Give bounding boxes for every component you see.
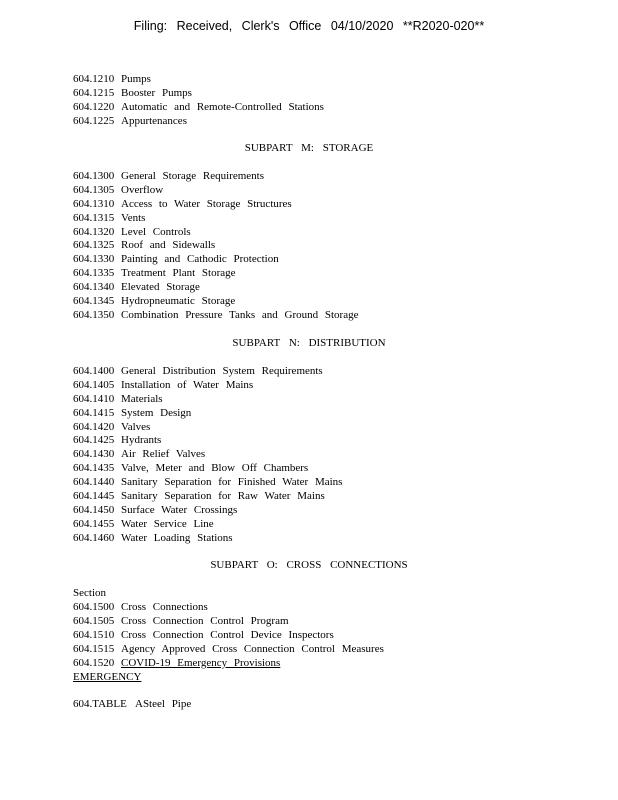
filing-header: Filing: Received, Clerk's Office 04/10/2020 **R2020-020**: [133, 19, 485, 33]
section-row: [73, 267, 358, 281]
section-title: Overflow: [121, 183, 164, 196]
section-title: General Distribution System Requirements: [121, 365, 323, 377]
subpart-o-heading: SUBPART O: CROSS CONNECTIONS: [210, 559, 408, 571]
section-title: Pumps: [121, 73, 151, 85]
section-row: [73, 184, 358, 198]
section-row: [73, 629, 384, 643]
section-list-pumps: [73, 73, 324, 129]
section-row: [73, 462, 342, 476]
section-number: 604.1220: [73, 100, 115, 113]
section-number: 604.1450: [73, 503, 115, 516]
section-title: Cross Connections: [121, 601, 208, 613]
section-row: [73, 309, 358, 323]
section-title: Sanitary Separation for Finished Water Mains: [121, 476, 343, 489]
section-number: 604.1430: [73, 448, 115, 461]
section-row: [73, 253, 358, 267]
section-number: 604.1320: [73, 225, 115, 238]
section-row: [73, 643, 384, 657]
section-title: Vents: [121, 211, 146, 224]
section-title: Air Relief Valves: [121, 448, 206, 461]
section-row: [73, 518, 342, 532]
section-title: Agency Approved Cross Connection Control Measures: [121, 642, 384, 655]
section-list-storage: [73, 170, 358, 323]
section-number: 604.1400: [73, 365, 115, 377]
section-row: [73, 434, 342, 448]
section-number: 604.TABLE: [73, 698, 127, 710]
section-number: 604.1215: [73, 86, 115, 99]
section-row: [73, 281, 358, 295]
section-number: 604.1330: [73, 253, 115, 266]
section-number: 604.1520: [73, 656, 115, 669]
section-row: [73, 448, 342, 462]
section-title: Valve, Meter and Blow Off Chambers: [121, 462, 309, 475]
section-row: [73, 87, 324, 101]
section-number: 604.1500: [73, 601, 115, 613]
section-row: [73, 226, 358, 240]
section-number: 604.1425: [73, 434, 115, 447]
emergency-label: EMERGENCY: [73, 671, 142, 683]
section-number: 604.1315: [73, 211, 115, 224]
section-row: [73, 421, 342, 435]
section-number: 604.1305: [73, 183, 115, 196]
section-title: COVID-19 Emergency Provisions: [121, 656, 281, 669]
section-row: [73, 212, 358, 226]
section-number: 604.1445: [73, 490, 115, 503]
section-row: [73, 198, 358, 212]
section-number: 604.1340: [73, 281, 115, 294]
section-title: Valves: [121, 420, 151, 433]
section-number: 604.1310: [73, 197, 115, 210]
section-list-cross-connections: [73, 601, 384, 657]
subpart-m-heading: SUBPART M: STORAGE: [244, 142, 374, 154]
section-number: 604.1420: [73, 420, 115, 433]
section-row: [73, 476, 342, 490]
section-row: [73, 115, 324, 129]
section-list-distribution: [73, 365, 342, 546]
section-label: Section: [73, 587, 106, 599]
section-row: [73, 101, 324, 115]
section-title: Water Loading Stations: [121, 531, 233, 544]
section-title: Roof and Sidewalls: [121, 239, 216, 252]
section-row: [73, 407, 342, 421]
section-number: 604.1325: [73, 239, 115, 252]
section-title: System Design: [121, 406, 192, 419]
section-number: 604.1460: [73, 531, 115, 544]
section-title: Cross Connection Control Device Inspectors: [121, 628, 334, 641]
section-number: 604.1505: [73, 614, 115, 627]
section-number: 604.1210: [73, 73, 115, 85]
section-title: Installation of Water Mains: [121, 378, 254, 391]
section-title: Automatic and Remote-Controlled Stations: [121, 100, 324, 113]
section-title: Materials: [121, 392, 163, 405]
section-title: Elevated Storage: [121, 281, 200, 294]
section-title: Level Controls: [121, 225, 191, 238]
section-number: 604.1405: [73, 378, 115, 391]
section-row: [73, 615, 384, 629]
section-row: [73, 239, 358, 253]
section-number: 604.1300: [73, 170, 115, 182]
section-title: Cross Connection Control Program: [121, 614, 289, 627]
section-title: Appurtenances: [121, 114, 187, 127]
section-row: [73, 490, 342, 504]
section-row: [73, 601, 384, 615]
subpart-n-heading: SUBPART N: DISTRIBUTION: [232, 337, 386, 349]
section-title: Access to Water Storage Structures: [121, 197, 292, 210]
section-row: [73, 379, 342, 393]
section-title: Surface Water Crossings: [121, 503, 238, 516]
section-row: [73, 532, 342, 546]
section-number: 604.1410: [73, 392, 115, 405]
section-number: 604.1335: [73, 267, 115, 280]
section-title: Painting and Cathodic Protection: [121, 253, 279, 266]
section-title: Combination Pressure Tanks and Ground Storage: [121, 308, 359, 321]
section-row: [73, 73, 324, 87]
section-number: 604.1350: [73, 308, 115, 321]
section-number: 604.1440: [73, 476, 115, 489]
section-title: ASteel Pipe: [135, 698, 192, 710]
section-number: 604.1515: [73, 642, 115, 655]
section-number: 604.1455: [73, 517, 115, 530]
section-number: 604.1415: [73, 406, 115, 419]
section-row: [73, 365, 342, 379]
section-row: [73, 393, 342, 407]
section-row: [73, 295, 358, 309]
section-title: Water Service Line: [121, 517, 214, 530]
section-title: Treatment Plant Storage: [121, 267, 236, 280]
section-number: 604.1345: [73, 295, 115, 308]
section-number: 604.1225: [73, 114, 115, 127]
section-title: Booster Pumps: [121, 86, 192, 99]
section-title: Hydrants: [121, 434, 162, 447]
section-title: Hydropneumatic Storage: [121, 295, 236, 308]
section-number: 604.1510: [73, 628, 115, 641]
section-number: 604.1435: [73, 462, 115, 475]
covid-row: [73, 657, 312, 671]
section-row: [73, 170, 358, 184]
table-row: [73, 698, 191, 712]
section-title: General Storage Requirements: [121, 170, 265, 182]
section-title: Sanitary Separation for Raw Water Mains: [121, 490, 325, 503]
section-row: [73, 504, 342, 518]
